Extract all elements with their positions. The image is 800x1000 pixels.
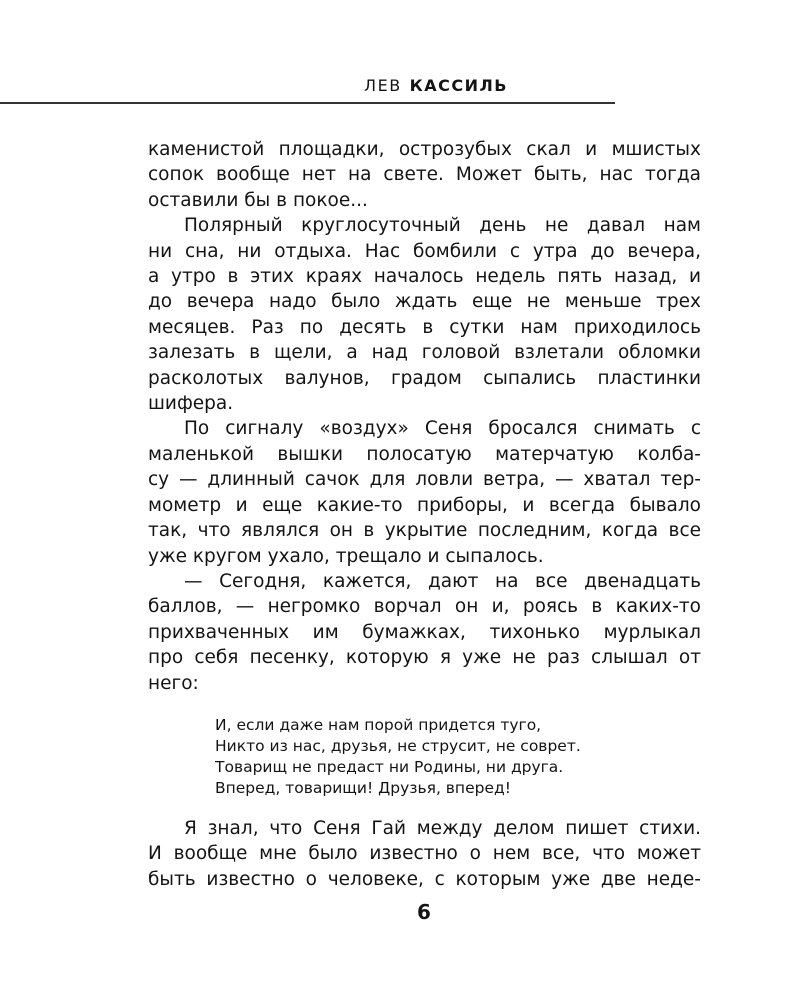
text-line: По сигналу «воздух» Сеня бросался снимать с bbox=[184, 418, 701, 440]
verse-line: Товарищ не предаст ни Родины, ни друга. bbox=[215, 757, 564, 776]
text-line: залезать в щели, а над головой взлетали обломки bbox=[148, 342, 701, 364]
text-line: уже кругом ухало, трещало и сыпалось. bbox=[148, 545, 544, 567]
verse-line: И, если даже нам порой придется туго, bbox=[215, 715, 542, 734]
text-line: каменистой площадки, острозубых скал и мшистых bbox=[148, 139, 701, 160]
text-line: быть известно о человеке, с которым уже две неде- bbox=[148, 868, 701, 890]
paragraph-1 bbox=[148, 137, 701, 213]
text-line: прихваченных им бумажках, тихонько мурлыкал bbox=[148, 621, 701, 643]
text-line: ни сна, ни отдыха. Нас бомбили с утра до вечера, bbox=[148, 240, 701, 262]
text-line: Я знал, что Сеня Гай между делом пишет стихи. bbox=[184, 817, 701, 839]
paragraph-4 bbox=[148, 569, 701, 696]
text-line: сопок вообще нет на свете. Может быть, нас тогда bbox=[148, 164, 701, 186]
text-line: И вообще мне было известно о нем все, что может bbox=[148, 843, 701, 865]
body-text bbox=[148, 137, 701, 892]
text-line: су — длинный сачок для ловли ветра, — хватал тер- bbox=[148, 469, 701, 491]
text-line: про себя песенку, которую я уже не раз слышал от bbox=[148, 647, 701, 669]
paragraph-2 bbox=[148, 213, 701, 416]
text-line: мометр и еще какие-то приборы, и всегда бывало bbox=[148, 494, 701, 516]
paragraph-5 bbox=[148, 816, 701, 892]
paragraph-3 bbox=[148, 416, 701, 568]
text-line: баллов, — негромко ворчал он и, роясь в каких-то bbox=[148, 596, 701, 618]
author-name bbox=[364, 76, 508, 95]
text-line: оставили бы в покое... bbox=[148, 189, 368, 211]
text-line: а утро в этих краях началось недель пять назад, и bbox=[148, 266, 701, 288]
text-line: маленькой вышки полосатую матерчатую колба- bbox=[148, 443, 701, 465]
author-first-name: ЛЕВ bbox=[364, 76, 402, 95]
text-line: месяцев. Раз по десять в сутки нам приходилось bbox=[148, 316, 701, 338]
page-number: 6 bbox=[417, 900, 431, 924]
text-line: так, что являлся он в укрытие последним, когда все bbox=[148, 520, 701, 542]
running-head bbox=[0, 74, 615, 104]
poem-verse bbox=[215, 715, 701, 799]
author-last-name: КАССИЛЬ bbox=[409, 76, 508, 95]
verse-line: Никто из нас, друзья, не струсит, не соврет. bbox=[215, 736, 581, 755]
text-line: до вечера надо было ждать еще не меньше трех bbox=[148, 291, 701, 313]
text-line: — Сегодня, кажется, дают на все двенадцать bbox=[184, 570, 701, 592]
text-line: него: bbox=[148, 672, 199, 694]
text-line: шифера. bbox=[148, 393, 234, 415]
verse-line: Вперед, товарищи! Друзья, вперед! bbox=[215, 778, 511, 797]
text-line: Полярный круглосуточный день не давал нам bbox=[184, 215, 701, 237]
text-line: расколотых валунов, градом сыпались пластинки bbox=[148, 367, 701, 389]
